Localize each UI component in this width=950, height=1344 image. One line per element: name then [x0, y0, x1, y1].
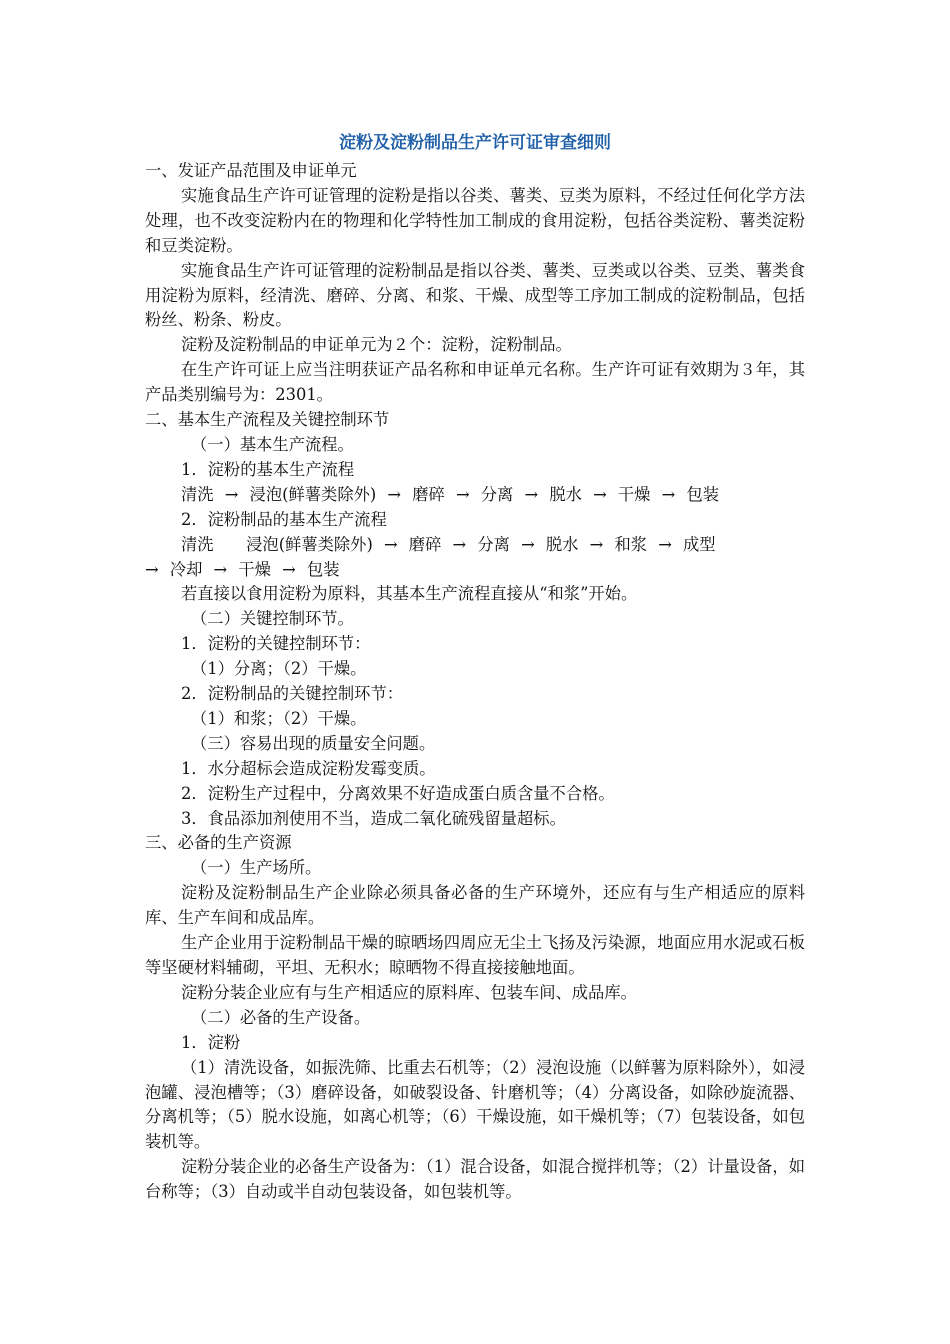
section-1-paragraph-2: 实施食品生产许可证管理的淀粉制品是指以谷类、薯类、豆类或以谷类、豆类、薯类食用淀粉为原料，经清洗、磨碎、分离、和浆、干燥、成型等工序加工制成的淀粉制品，包括粉丝、粉条、粉皮。 — [145, 260, 805, 330]
subsection-3-1: （一）生产场所。 — [191, 858, 322, 878]
quality-issue-1: 1．水分超标会造成淀粉发霉变质。 — [181, 758, 436, 778]
subsection-2-3: （三）容易出现的质量安全问题。 — [191, 733, 436, 753]
section-2-heading: 二、基本生产流程及关键控制环节 — [145, 410, 390, 430]
section-1-paragraph-1: 实施食品生产许可证管理的淀粉是指以谷类、薯类、豆类为原料，不经过任何化学方法处理，也不改变淀粉内在的物理和化学特性加工制成的食用淀粉，包括谷类淀粉、薯类淀粉和豆类淀粉。 — [145, 185, 805, 255]
flow-note: 若直接以食用淀粉为原料，其基本生产流程直接从“和浆”开始。 — [181, 584, 638, 604]
section-3-paragraph-2: 生产企业用于淀粉制品干燥的晾晒场四周应无尘土飞扬及污染源，地面应用水泥或石板等坚硬材料辅砌，平坦、无积水；晾晒物不得直接接触地面。 — [145, 933, 805, 977]
flow-1-title: 1．淀粉的基本生产流程 — [181, 459, 355, 479]
document-page — [145, 131, 805, 1205]
subsection-2-2: （二）关键控制环节。 — [191, 609, 354, 629]
document-title: 淀粉及淀粉制品生产许可证审查细则 — [339, 133, 611, 153]
key-control-1-items: （1）分离；（2）干燥。 — [191, 659, 367, 679]
subsection-2-1: （一）基本生产流程。 — [191, 434, 354, 454]
equipment-1-text: （1）清洗设备，如振洗筛、比重去石机等；（2）浸泡设施（以鲜薯为原料除外），如浸泡罐、浸泡槽等；（3）磨碎设备，如破裂设备、针磨机等；（4）分离设备，如除砂旋流器、分离机等；（5）脱水设施，如离心机等；（6）干燥设施，如干燥机等；（7）包装设备，如包装机等。 — [145, 1057, 805, 1152]
section-3-paragraph-1: 淀粉及淀粉制品生产企业除必须具备必备的生产环境外，还应有与生产相适应的原料库、生产车间和成品库。 — [145, 883, 805, 928]
key-control-2-items: （1）和浆；（2）干燥。 — [191, 708, 367, 728]
flow-2-steps-line-1: 清洗 浸泡(鲜薯类除外) → 磨碎 → 分离 → 脱水 → 和浆 → 成型 — [181, 534, 716, 554]
section-3-heading: 三、必备的生产资源 — [145, 833, 292, 853]
section-3-paragraph-3: 淀粉分装企业应有与生产相适应的原料库、包装车间、成品库。 — [181, 982, 637, 1002]
equipment-2-text: 淀粉分装企业的必备生产设备为：（1）混合设备，如混合搅拌机等；（2）计量设备，如台称等；（3）自动或半自动包装设备，如包装机等。 — [145, 1157, 805, 1202]
quality-issue-3: 3．食品添加剂使用不当，造成二氧化硫残留量超标。 — [181, 808, 566, 828]
subsection-3-2: （二）必备的生产设备。 — [191, 1007, 371, 1027]
equipment-1-title: 1．淀粉 — [181, 1032, 241, 1052]
flow-1-steps: 清洗 → 浸泡(鲜薯类除外) → 磨碎 → 分离 → 脱水 → 干燥 → 包装 — [181, 484, 720, 504]
key-control-1-title: 1．淀粉的关键控制环节： — [181, 634, 371, 654]
section-1-paragraph-4: 在生产许可证上应当注明获证产品名称和申证单元名称。生产许可证有效期为３年，其产品类别编号为：2301。 — [145, 360, 805, 405]
flow-2-steps-line-2: → 冷却 → 干燥 → 包装 — [145, 559, 340, 579]
section-1-paragraph-3: 淀粉及淀粉制品的申证单元为２个：淀粉，淀粉制品。 — [181, 335, 572, 355]
section-1-heading: 一、发证产品范围及申证单元 — [145, 161, 357, 180]
flow-2-title: 2．淀粉制品的基本生产流程 — [181, 509, 387, 529]
key-control-2-title: 2．淀粉制品的关键控制环节： — [181, 684, 404, 704]
quality-issue-2: 2．淀粉生产过程中，分离效果不好造成蛋白质含量不合格。 — [181, 783, 615, 803]
